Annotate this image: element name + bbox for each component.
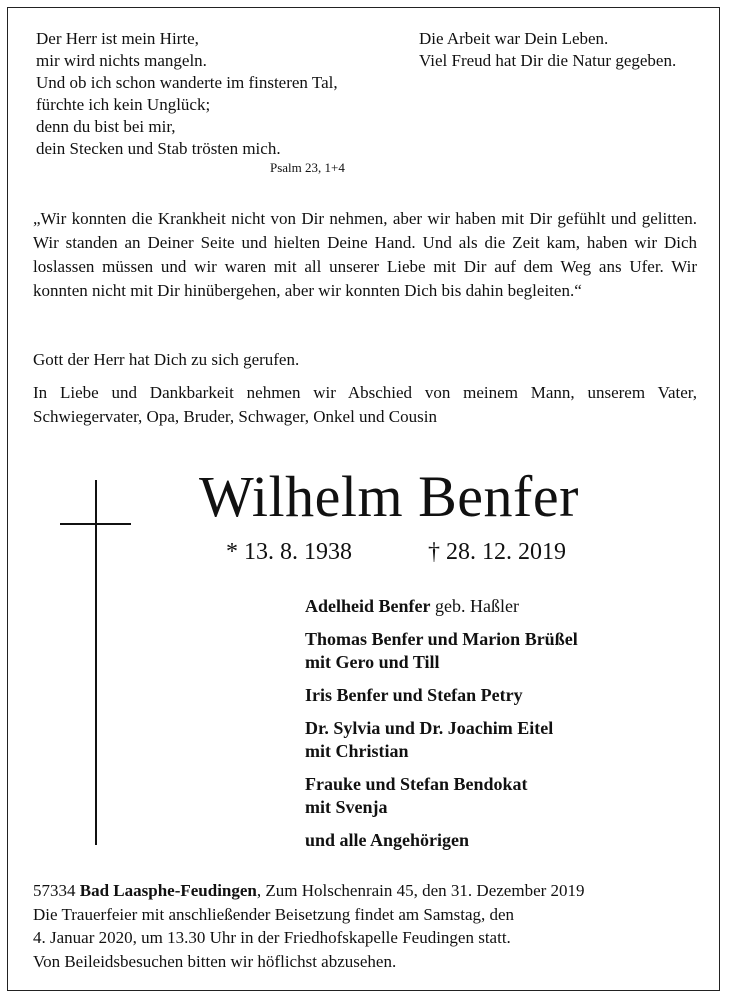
called-home-line: Gott der Herr hat Dich zu sich gerufen.: [33, 350, 300, 369]
cross-icon-bar: [60, 523, 131, 525]
postcode: 57334: [33, 881, 76, 900]
mourner-entry: und alle Angehörigen: [305, 830, 470, 850]
condolence-note: Von Beileidsbesuchen bitten wir höflichst abzusehen.: [33, 951, 397, 971]
motto-text: Die Arbeit war Dein Leben. Viel Freud hat Dir die Natur gegeben.: [419, 29, 677, 70]
mourner-entry: Dr. Sylvia und Dr. Joachim Eitel mit Christian: [305, 718, 554, 761]
deceased-name: Wilhelm Benfer: [199, 464, 579, 529]
psalm-text: Der Herr ist mein Hirte, mir wird nichts mangeln. Und ob ich schon wanderte im finsteren Tal, fürchte ich kein Unglück; denn du bist bei mir, dein Stecken und Stab trösten mich.: [36, 29, 338, 158]
psalm-reference: Psalm 23, 1+4: [270, 160, 345, 175]
birth-date: * 13. 8. 1938: [226, 539, 352, 565]
death-date: † 28. 12. 2019: [428, 539, 566, 565]
address-date: , Zum Holschenrain 45, den 31. Dezember 2019: [256, 881, 585, 900]
service-line: Die Trauerfeier mit anschließender Beisetzung findet am Samstag, den: [33, 904, 515, 924]
mourners-list: [305, 595, 578, 862]
mourner-maiden-name: geb. Haßler: [430, 596, 519, 616]
mourner-entry: Frauke und Stefan Bendokat mit Svenja: [305, 774, 528, 817]
mourner-entry: [305, 595, 578, 618]
quote-paragraph: „Wir konnten die Krankheit nicht von Dir nehmen, aber wir haben mit Dir gefühlt und gelitten. Wir standen an Deiner Seite und hielten Deine Hand. Und als die Zeit kam, haben wir Dich loslassen müssen und wir waren mit all unserer Liebe mit Dir auf dem Weg ans Ufer. Wir konnten nicht mit Dir hinübergehen, aber wir konnten Dich bis dahin begleiten.“: [33, 209, 697, 300]
footer-info: [33, 879, 585, 973]
farewell-paragraph: In Liebe und Dankbarkeit nehmen wir Abschied von meinem Mann, unserem Vater, Schwiegervater, Opa, Bruder, Schwager, Onkel und Cousin: [33, 383, 697, 426]
town: Bad Laasphe-Feudingen: [79, 881, 257, 900]
service-line-2: 4. Januar 2020, um 13.30 Uhr in der Friedhofskapelle Feudingen statt.: [33, 928, 511, 947]
address-line: [33, 879, 585, 903]
cross-icon: [95, 480, 97, 845]
mourner-entry: Thomas Benfer und Marion Brüßel mit Gero und Till: [305, 629, 578, 672]
mourner-entry: Iris Benfer und Stefan Petry: [305, 685, 523, 705]
mourner-name: Adelheid Benfer: [305, 596, 431, 616]
